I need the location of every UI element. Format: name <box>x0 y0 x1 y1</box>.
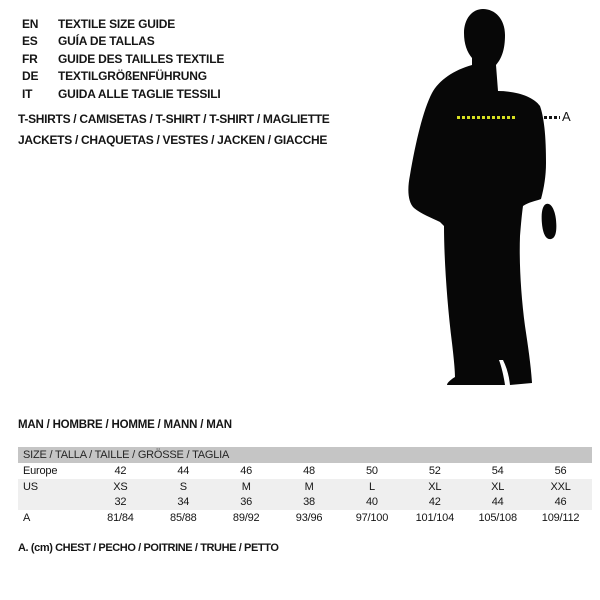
table-cell: 89/92 <box>232 512 260 525</box>
table-cell: 46 <box>240 464 253 477</box>
man-silhouette <box>405 8 575 386</box>
table-cell: 34 <box>177 496 190 509</box>
language-row <box>22 68 224 86</box>
language-code: IT <box>22 86 33 101</box>
language-label: TEXTILE SIZE GUIDE <box>58 16 176 31</box>
language-row <box>22 33 224 51</box>
table-cell: 32 <box>114 496 127 509</box>
language-list <box>22 15 224 103</box>
table-cell: S <box>179 480 187 493</box>
table-cell: M <box>241 480 251 493</box>
table-cell: 44 <box>177 464 190 477</box>
table-cell: XL <box>491 480 505 493</box>
table-cell: M <box>304 480 314 493</box>
table-row-label: Europe <box>23 464 58 477</box>
table-cell: 52 <box>428 464 441 477</box>
measurement-footnote: A. (cm) CHEST / PECHO / POITRINE / TRUHE / PETTO <box>18 542 279 554</box>
table-cell: 50 <box>366 464 378 477</box>
table-cell: XXL <box>550 480 571 493</box>
language-row <box>22 85 224 103</box>
table-row <box>18 510 592 526</box>
measure-label-a: A <box>562 109 571 124</box>
table-cell: 97/100 <box>355 512 389 525</box>
table-row-label: A <box>23 512 31 525</box>
measure-callout-line <box>544 116 560 119</box>
language-label: GUÍA DE TALLAS <box>58 34 155 49</box>
table-cell: 42 <box>114 464 127 477</box>
table-cell: 81/84 <box>107 512 134 525</box>
table-cell: 101/104 <box>415 512 454 525</box>
table-cell: 36 <box>240 496 253 509</box>
chest-measure-line <box>457 116 517 119</box>
table-cell: L <box>368 480 375 493</box>
table-cell: 93/96 <box>295 512 323 525</box>
table-row <box>18 463 592 479</box>
language-label: GUIDE DES TAILLES TEXTILE <box>58 51 225 66</box>
language-code: EN <box>22 16 39 31</box>
table-cell: 38 <box>303 496 315 509</box>
garment-line-tshirts: T-SHIRTS / CAMISETAS / T-SHIRT / T-SHIRT / MAGLIETTE <box>18 112 330 126</box>
garment-line-jackets: JACKETS / CHAQUETAS / VESTES / JACKEN / GIACCHE <box>18 133 328 147</box>
table-row <box>18 495 592 511</box>
language-label: TEXTILGRÖßENFÜHRUNG <box>58 69 207 84</box>
language-row <box>22 15 224 33</box>
size-table-header: SIZE / TALLA / TAILLE / GRÖSSE / TAGLIA <box>18 447 592 463</box>
table-cell: 48 <box>303 464 315 477</box>
language-code: DE <box>22 69 39 84</box>
garment-types <box>18 109 330 151</box>
table-cell: 85/88 <box>170 512 197 525</box>
table-cell: 54 <box>491 464 504 477</box>
table-cell: 46 <box>554 496 567 509</box>
table-cell: 42 <box>428 496 441 509</box>
size-table-body <box>18 463 592 526</box>
table-cell: 56 <box>554 464 567 477</box>
language-row <box>22 50 224 68</box>
table-cell: 40 <box>366 496 378 509</box>
table-cell: 44 <box>491 496 504 509</box>
table-cell: 105/108 <box>478 512 517 525</box>
table-cell: XL <box>428 480 442 493</box>
language-code: FR <box>22 51 38 66</box>
table-cell: 109/112 <box>541 512 580 525</box>
table-cell: XS <box>113 480 128 493</box>
language-code: ES <box>22 34 38 49</box>
table-row <box>18 479 592 495</box>
size-table <box>18 447 592 526</box>
table-row-label: US <box>23 480 38 493</box>
language-label: GUIDA ALLE TAGLIE TESSILI <box>58 86 221 101</box>
section-title-man: MAN / HOMBRE / HOMME / MANN / MAN <box>18 419 232 431</box>
